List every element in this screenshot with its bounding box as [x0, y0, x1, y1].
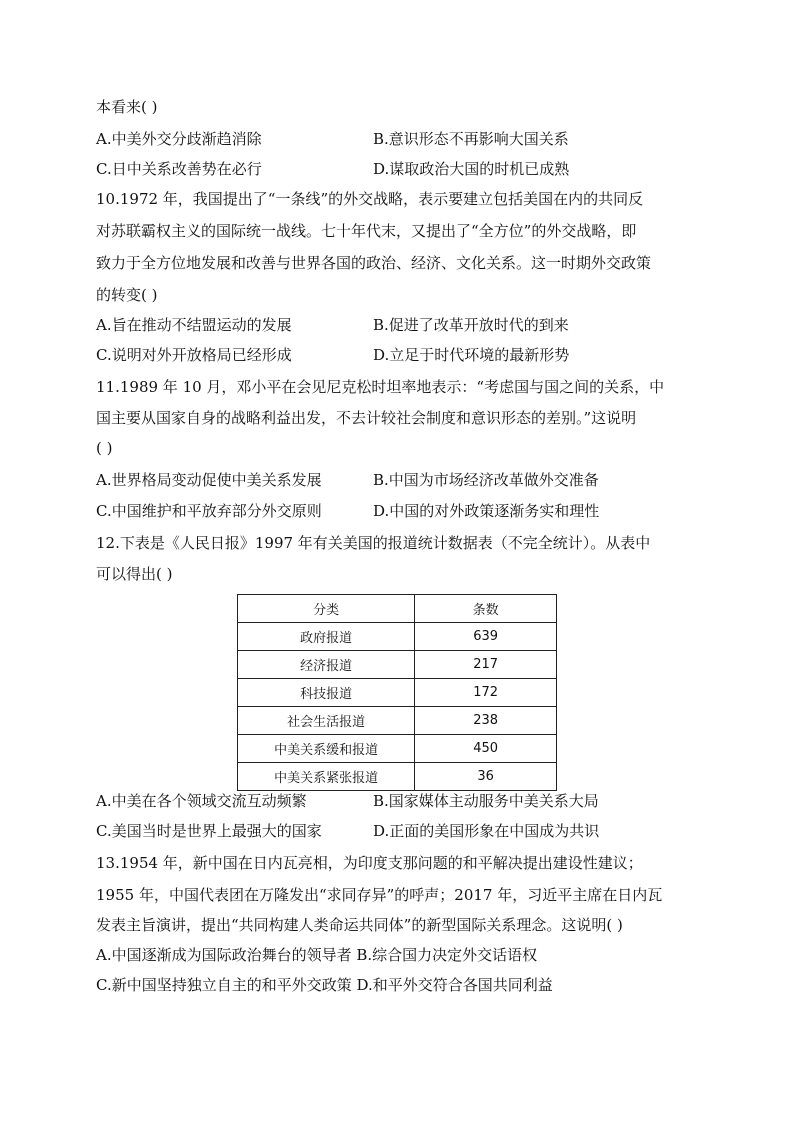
q11-option-c[interactable]: C.中国维护和平放弃部分外交原则: [96, 502, 322, 520]
table-cell-count: 639: [415, 623, 557, 651]
table-row: [238, 623, 557, 651]
table-cell-category: 政府报道: [238, 623, 415, 651]
q10-stem-line-2: 对苏联霸权主义的国际统一战线。七十年代末，又提出了“全方位”的外交战略，即: [96, 222, 637, 240]
q12-option-b[interactable]: B.国家媒体主动服务中美关系大局: [373, 792, 599, 810]
q13-stem-line-3: 发表主旨演讲，提出“共同构建人类命运共同体”的新型国际关系理念。这说明( ): [96, 916, 623, 934]
table-header-category: 分类: [238, 595, 415, 623]
table-cell-count: 217: [415, 651, 557, 679]
q11-stem-line-1: 11.1989 年 10 月，邓小平在会见尼克松时坦率地表示：“考虑国与国之间的关系，中: [96, 378, 665, 396]
q10-stem-line-1: 10.1972 年，我国提出了“一条线”的外交战略，表示要建立包括美国在内的共同反: [96, 190, 644, 208]
q11-option-b[interactable]: B.中国为市场经济改革做外交准备: [373, 471, 599, 489]
table-cell-category: 社会生活报道: [238, 707, 415, 735]
q9-option-b[interactable]: B.意识形态不再影响大国关系: [373, 130, 569, 148]
table-row: [238, 735, 557, 763]
q12-option-d[interactable]: D.正面的美国形象在中国成为共识: [373, 822, 600, 840]
q11-option-d[interactable]: D.中国的对外政策逐渐务实和理性: [373, 502, 600, 520]
table-row: [238, 763, 557, 791]
q10-option-a[interactable]: A.旨在推动不结盟运动的发展: [96, 316, 292, 334]
q10-option-d[interactable]: D.立足于时代环境的最新形势: [373, 346, 570, 364]
q13-stem-line-2: 1955 年，中国代表团在万隆发出“求同存异”的呼声；2017 年，习近平主席在日内瓦: [96, 886, 663, 904]
q13-options-a-b[interactable]: A.中国逐渐成为国际政治舞台的领导者 B.综合国力决定外交话语权: [96, 946, 538, 964]
q9-option-a[interactable]: A.中美外交分歧渐趋消除: [96, 130, 262, 148]
table-cell-category: 经济报道: [238, 651, 415, 679]
table-header-count: 条数: [415, 595, 557, 623]
q11-stem-line-2: 国主要从国家自身的战略利益出发，不去计较社会制度和意识形态的差别。”这说明: [96, 409, 637, 427]
q13-options-c-d[interactable]: C.新中国坚持独立自主的和平外交政策 D.和平外交符合各国共同利益: [96, 976, 553, 994]
q9-stem-tail: 本看来( ): [96, 98, 158, 116]
q10-stem-line-3: 致力于全方位地发展和改善与世界各国的政治、经济、文化关系。这一时期外交政策: [96, 254, 652, 272]
q10-stem-line-4: 的转变( ): [96, 286, 158, 304]
table-cell-category: 中美关系紧张报道: [238, 763, 415, 791]
table-cell-count: 450: [415, 735, 557, 763]
q12-option-c[interactable]: C.美国当时是世界上最强大的国家: [96, 822, 322, 840]
table-cell-count: 238: [415, 707, 557, 735]
table-cell-count: 172: [415, 679, 557, 707]
q12-stats-table: [237, 594, 557, 791]
table-row: [238, 651, 557, 679]
q9-option-c[interactable]: C.日中关系改善势在必行: [96, 160, 262, 178]
q12-stem-line-2: 可以得出( ): [96, 565, 173, 583]
q11-stem-line-3: ( ): [96, 439, 113, 457]
table-cell-category: 中美关系缓和报道: [238, 735, 415, 763]
q13-stem-line-1: 13.1954 年，新中国在日内瓦亮相，为印度支那问题的和平解决提出建设性建议；: [96, 854, 643, 872]
table-cell-category: 科技报道: [238, 679, 415, 707]
q12-option-a[interactable]: A.中美在各个领域交流互动频繁: [96, 792, 307, 810]
q12-stem-line-1: 12.下表是《人民日报》1997 年有关美国的报道统计数据表（不完全统计）。从表中: [96, 534, 651, 552]
table-row: [238, 707, 557, 735]
q11-option-a[interactable]: A.世界格局变动促使中美关系发展: [96, 471, 322, 489]
q9-option-d[interactable]: D.谋取政治大国的时机已成熟: [373, 160, 570, 178]
table-row: [238, 679, 557, 707]
table-header-row: [238, 595, 557, 623]
q10-option-c[interactable]: C.说明对外开放格局已经形成: [96, 346, 292, 364]
q10-option-b[interactable]: B.促进了改革开放时代的到来: [373, 316, 569, 334]
table-cell-count: 36: [415, 763, 557, 791]
